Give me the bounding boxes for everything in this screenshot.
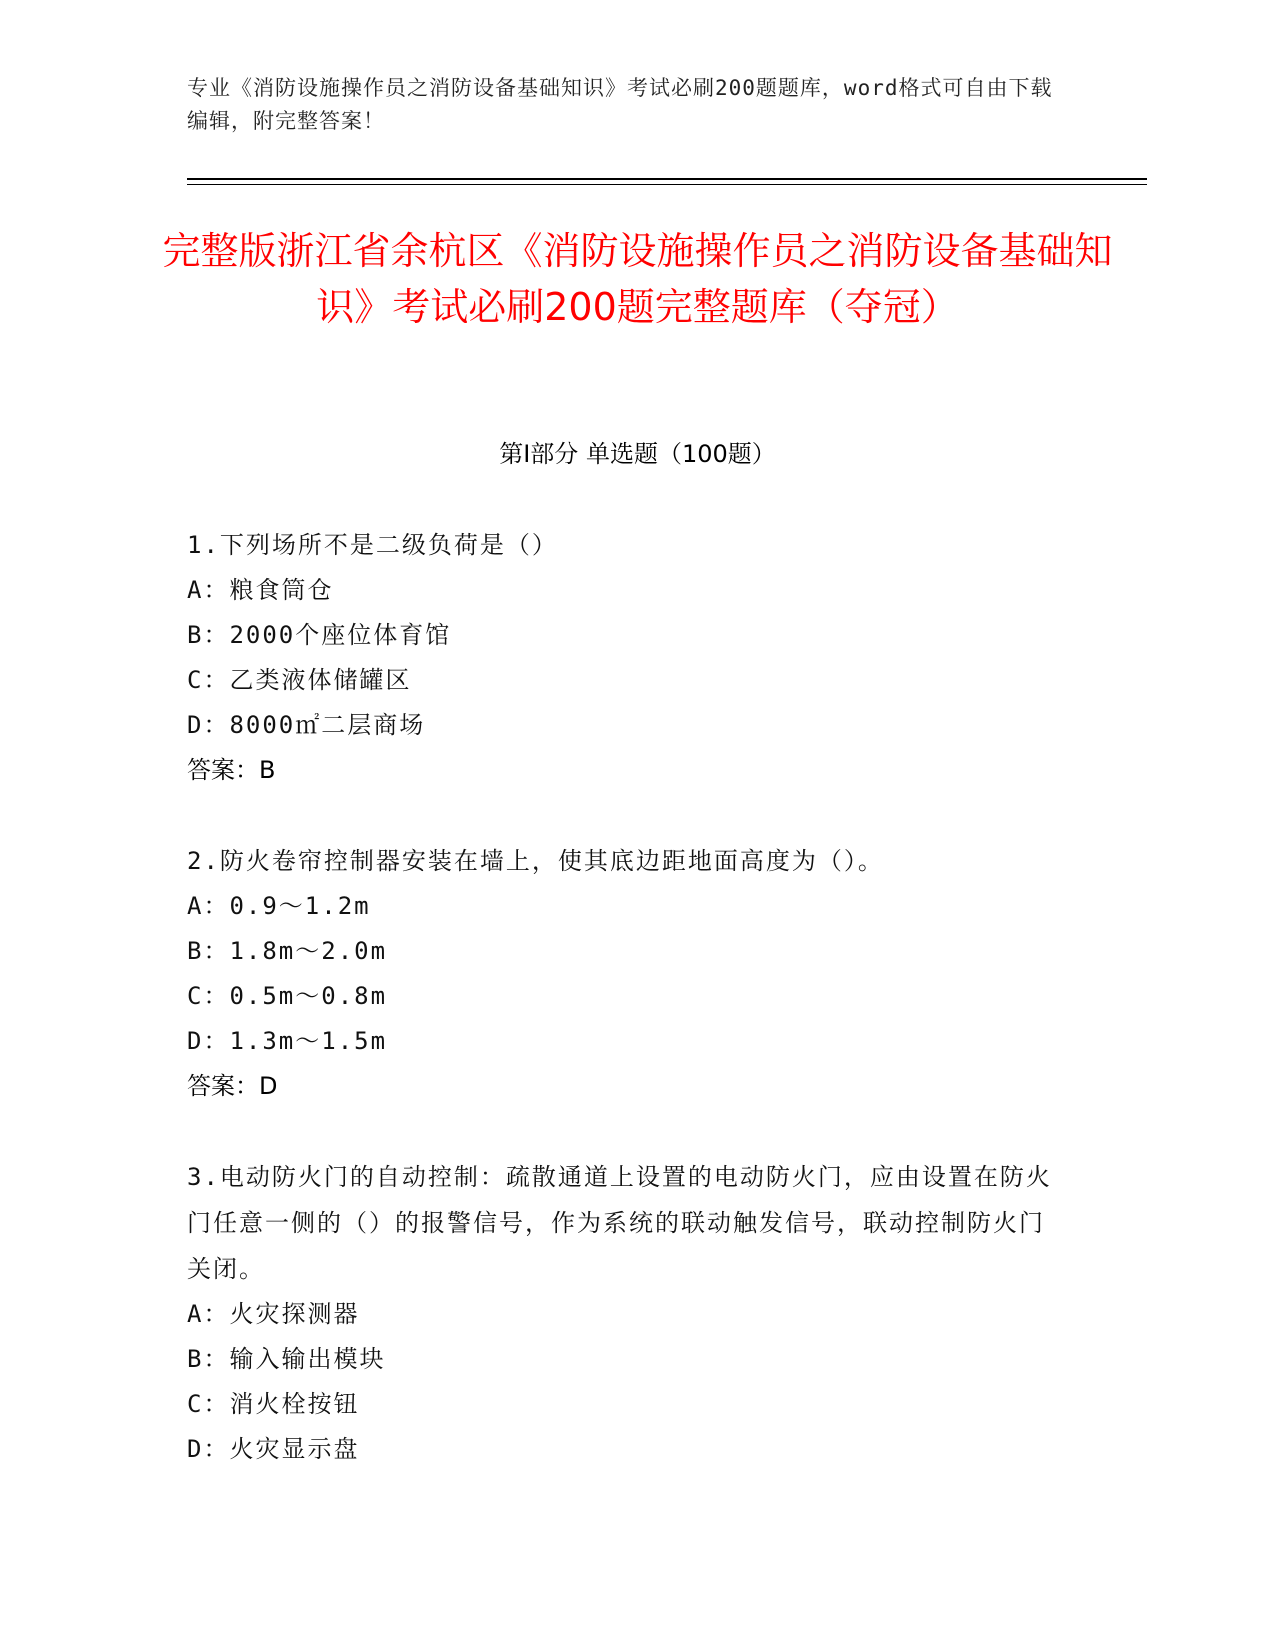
question-stem: 3.电动防火门的自动控制：疏散通道上设置的电动防火门，应由设置在防火门任意一侧的（）的报警信号，作为系统的联动触发信号，联动控制防火门关闭。 xyxy=(187,1163,1052,1283)
option-b: B：2000个座位体育馆 xyxy=(187,621,452,649)
question-list xyxy=(187,522,1067,1517)
answer: 答案：D xyxy=(187,1072,278,1100)
option-c: C：乙类液体储罐区 xyxy=(187,666,412,694)
answer: 答案：B xyxy=(187,756,276,784)
option-b: B：输入输出模块 xyxy=(187,1345,386,1373)
header-rule-thin xyxy=(187,184,1147,185)
option-c: C：0.5m～0.8m xyxy=(187,982,388,1010)
option-d: D：1.3m～1.5m xyxy=(187,1027,388,1055)
document-title: 完整版浙江省余杭区《消防设施操作员之消防设备基础知识》考试必刷200题完整题库（夺冠） xyxy=(162,229,1113,329)
option-a: A：0.9～1.2m xyxy=(187,892,371,920)
question-2 xyxy=(187,838,1067,1109)
question-stem: 1.下列场所不是二级负荷是（） xyxy=(187,531,558,559)
question-1 xyxy=(187,522,1067,793)
header-rule-thick xyxy=(187,178,1147,180)
option-b: B：1.8m～2.0m xyxy=(187,937,388,965)
header-note: 专业《消防设施操作员之消防设备基础知识》考试必刷200题题库，word格式可自由下载编辑，附完整答案！ xyxy=(187,76,1053,133)
option-a: A：火灾探测器 xyxy=(187,1300,360,1328)
question-3 xyxy=(187,1154,1067,1472)
question-stem: 2.防火卷帘控制器安装在墙上，使其底边距地面高度为（）。 xyxy=(187,847,884,875)
option-d: D：火灾显示盘 xyxy=(187,1435,360,1463)
option-a: A：粮食筒仓 xyxy=(187,576,334,604)
section-title: 第Ⅰ部分 单选题（100题） xyxy=(499,440,776,468)
option-d: D：8000㎡二层商场 xyxy=(187,711,426,739)
option-c: C：消火栓按钮 xyxy=(187,1390,360,1418)
